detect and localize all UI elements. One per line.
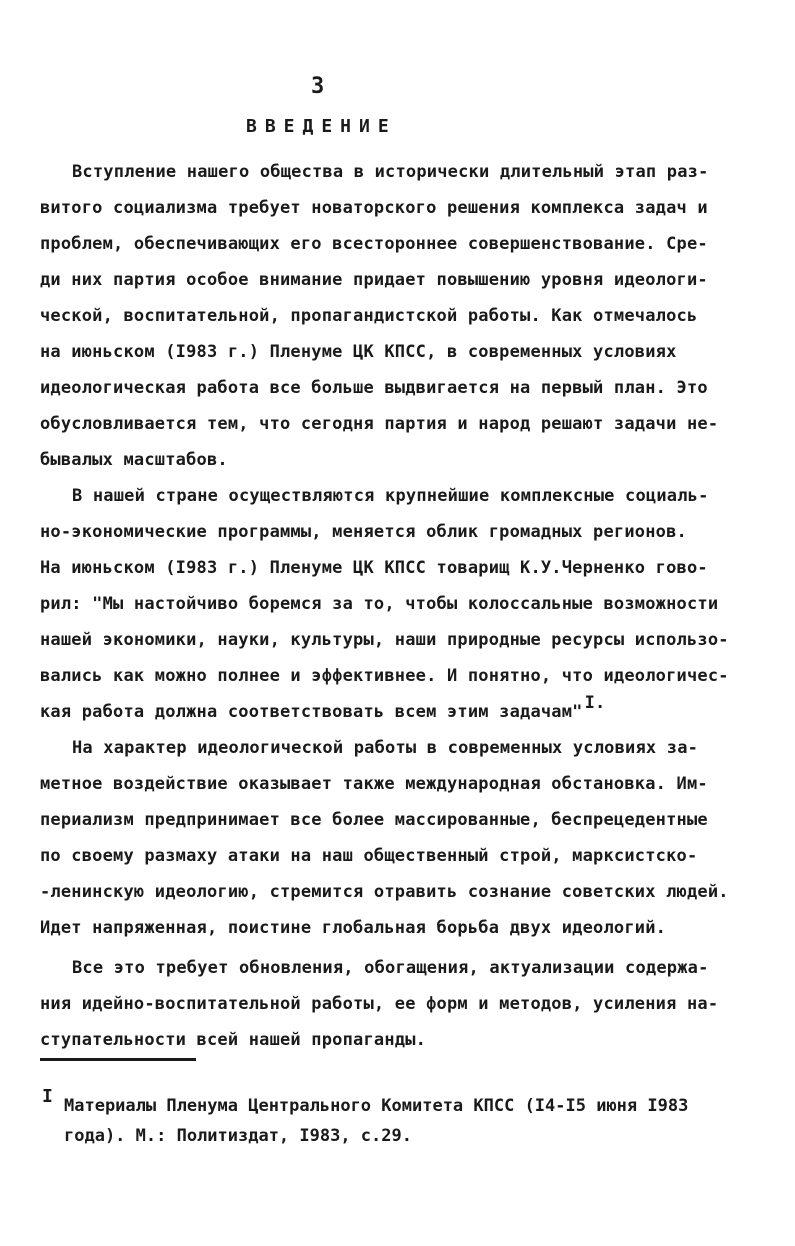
- text-line: нашей экономики, науки, культуры, наши природные ресурсы использо-: [40, 630, 729, 650]
- footnote-separator: [40, 1058, 196, 1061]
- text-line: В нашей стране осуществляются крупнейшие комплексные социаль-: [72, 486, 709, 506]
- text-line: бывалых масштабов.: [40, 450, 228, 470]
- footnote-line: года). М.: Политиздат, I983, с.29.: [64, 1126, 412, 1146]
- footnote-line: Материалы Пленума Центрального Комитета КПСС (I4-I5 июня I983: [64, 1096, 689, 1116]
- text-line: ния идейно-воспитательной работы, ее форм и методов, усиления на-: [40, 994, 719, 1014]
- text-line-with-footnote: [40, 693, 606, 722]
- footnote-number: I: [42, 1086, 53, 1107]
- text-line: по своему размаху атаки на наш общественный строй, марксистско-: [40, 846, 698, 866]
- text-line: Вступление нашего общества в исторически длительный этап раз-: [72, 162, 709, 182]
- text-line: рил: "Мы настойчиво боремся за то, чтобы колоссальные возможности: [40, 594, 719, 614]
- text-line: ческой, воспитательной, пропагандистской работы. Как отмечалось: [40, 306, 698, 326]
- text-line: ди них партия особое внимание придает повышению уровня идеологи-: [40, 270, 708, 290]
- text-line: Все это требует обновления, обогащения, актуализации содержа-: [72, 958, 709, 978]
- section-title: ВВЕДЕНИЕ: [246, 116, 397, 137]
- text-line: На июньском (I983 г.) Пленуме ЦК КПСС товарищ К.У.Черненко гово-: [40, 558, 708, 578]
- text-line: на июньском (I983 г.) Пленуме ЦК КПСС, в современных условиях: [40, 342, 677, 362]
- text-line: вались как можно полнее и эффективнее. И понятно, что идеологичес-: [40, 666, 729, 686]
- text-line: проблем, обеспечивающих его всестороннее совершенствование. Сре-: [40, 234, 708, 254]
- text-line: обусловливается тем, что сегодня партия и народ решают задачи не-: [40, 414, 719, 434]
- text-line: но-экономические программы, меняется облик громадных регионов.: [40, 522, 687, 542]
- text-line: витого социализма требует новаторского решения комплекса задач и: [40, 198, 708, 218]
- text-line: идеологическая работа все больше выдвигается на первый план. Это: [40, 378, 708, 398]
- text-line: кая работа должна соответствовать всем этим задачам": [40, 702, 583, 722]
- text-line: метное воздействие оказывает также международная обстановка. Им-: [40, 774, 708, 794]
- text-line: Идет напряженная, поистине глобальная борьба двух идеологий.: [40, 918, 667, 938]
- footnote-reference: I.: [584, 693, 606, 713]
- page-number: 3: [311, 74, 325, 99]
- text-line: На характер идеологической работы в современных условиях за-: [72, 738, 699, 758]
- text-line: ступательности всей нашей пропаганды.: [40, 1030, 427, 1050]
- text-line: периализм предпринимает все более массированные, беспрецедентные: [40, 810, 708, 830]
- text-line: -ленинскую идеологию, стремится отравить сознание советских людей.: [40, 882, 729, 902]
